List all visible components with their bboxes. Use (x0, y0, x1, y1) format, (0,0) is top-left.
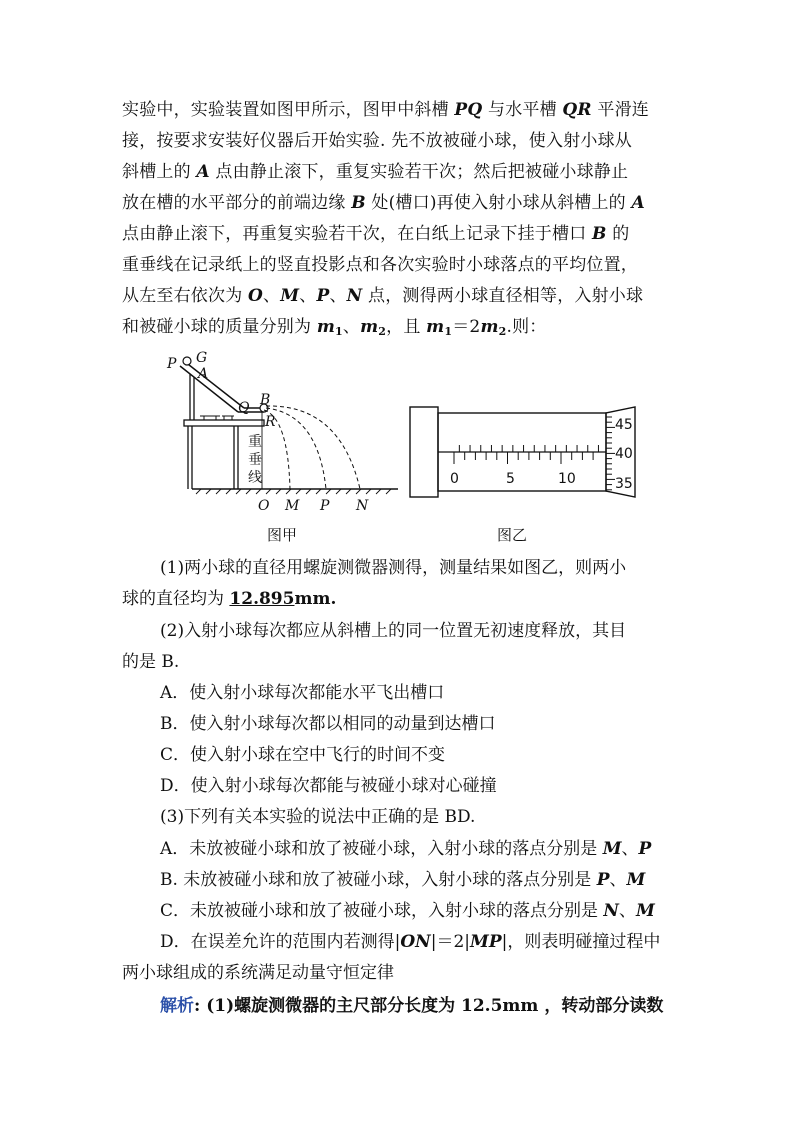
caption-figure-b: 图乙 (497, 526, 528, 544)
intro-line-4: 放在槽的水平部分的前端边缘 B 处(槽口)再使入射小球从斜槽上的 A (122, 193, 645, 213)
label-M: M (285, 498, 300, 514)
q1-line-1: (1)两小球的直径用螺旋测微器测得，测量结果如图乙，则两小 (160, 558, 627, 578)
label-B: B (260, 392, 271, 408)
label-R: R (265, 414, 276, 430)
q3-option-d: D．在误差允许的范围内若测得|ON|＝2|MP|，则表明碰撞过程中 (160, 932, 661, 952)
q3-line-1: (3)下列有关本实验的说法中正确的是 BD. (160, 807, 476, 827)
main-tick-0: 0 (450, 471, 459, 487)
q1-line-2: 球的直径均为 12.895mm. (122, 589, 337, 609)
solution-label: 解析 (160, 996, 194, 1016)
label-P: P (167, 356, 177, 372)
q3-option-d-line-2: 两小球组成的系统满足动量守恒定律 (122, 963, 394, 983)
thimble-tick-40: 40 (615, 446, 633, 462)
figure-apparatus (160, 348, 400, 520)
plumb-char-2: 垂 (248, 452, 262, 468)
main-tick-10: 10 (558, 471, 576, 487)
q2-option-d: D．使入射小球每次都能与被碰小球对心碰撞 (160, 776, 497, 796)
main-tick-5: 5 (506, 471, 515, 487)
plumb-char-3: 线 (248, 470, 262, 486)
label-N: N (356, 498, 369, 514)
q2-option-b: B．使入射小球每次都以相同的动量到达槽口 (160, 714, 496, 734)
thimble-tick-45: 45 (615, 417, 633, 433)
q2-line-1: (2)入射小球每次都应从斜槽上的同一位置无初速度释放，其目 (160, 621, 627, 641)
q2-option-c: C．使入射小球在空中飞行的时间不变 (160, 745, 446, 765)
intro-line-8: 和被碰小球的质量分别为 $m_1$、$m_2$，且 $m_1=2m_2$.则： (122, 317, 547, 338)
label-P2: P (320, 498, 330, 514)
intro-line-2: 接，按要求安装好仪器后开始实验. 先不放被碰小球，使入射小球从 (122, 131, 633, 151)
intro-paragraph (122, 95, 678, 347)
q2-line-2: 的是 B. (122, 652, 180, 672)
figure-micrometer (405, 405, 645, 505)
intro-line-3: 斜槽上的 A 点由静止滚下，重复实验若干次；然后把被碰小球静止 (122, 162, 629, 182)
q3-option-c: C．未放被碰小球和放了被碰小球，入射小球的落点分别是 N、M (160, 901, 655, 921)
solution-line: 解析: (1)螺旋测微器的主尺部分长度为 12.5mm ，转动部分读数 (160, 996, 664, 1016)
plumb-char-1: 重 (248, 434, 262, 450)
label-G: G (196, 350, 208, 366)
label-A: A (198, 366, 209, 382)
intro-line-6: 重垂线在记录纸上的竖直投影点和各次实验时小球落点的平均位置， (122, 255, 638, 275)
q2-option-a: A．使入射小球每次都能水平飞出槽口 (160, 683, 445, 703)
thimble-tick-35: 35 (615, 476, 633, 492)
intro-line-1: 实验中，实验装置如图甲所示，图甲中斜槽 PQ 与水平槽 QR 平滑连 (122, 100, 649, 120)
q1-answer: 12.895 (229, 589, 295, 609)
q3-option-b: B. 未放被碰小球和放了被碰小球，入射小球的落点分别是 P、M (160, 870, 646, 890)
label-Q: Q (238, 400, 250, 416)
caption-figure-a: 图甲 (267, 526, 298, 544)
intro-line-7: 从左至右依次为 O、M、P、N 点，测得两小球直径相等，入射小球 (122, 286, 644, 306)
q3-option-a: A．未放被碰小球和放了被碰小球，入射小球的落点分别是 M、P (160, 839, 652, 859)
intro-line-5: 点由静止滚下，再重复实验若干次，在白纸上记录下挂于槽口 B 的 (122, 224, 630, 244)
label-O: O (258, 498, 270, 514)
